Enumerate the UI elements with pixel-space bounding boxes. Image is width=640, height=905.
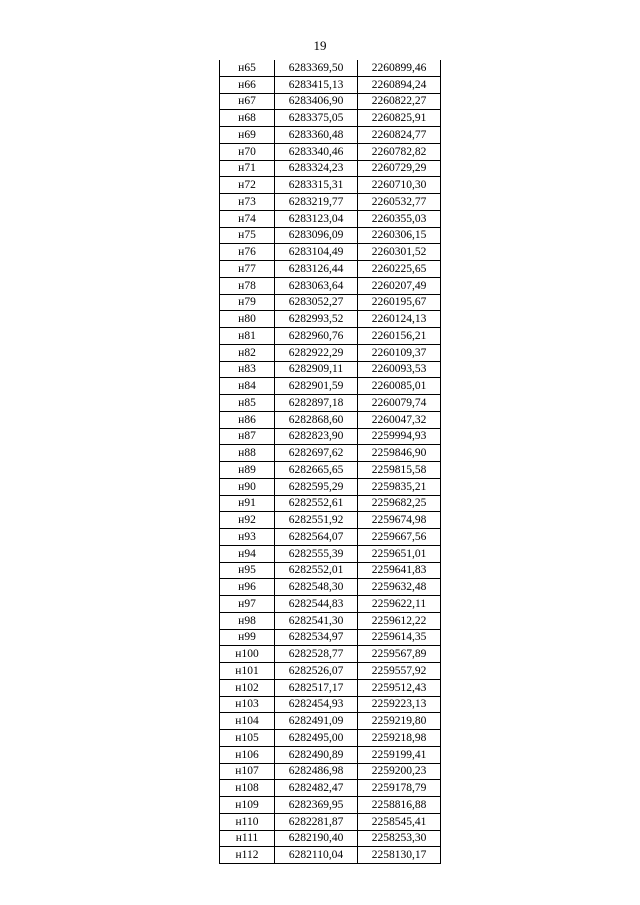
table-row	[220, 495, 441, 512]
table-row	[220, 830, 441, 847]
y-coordinate-cell: 2259223,13	[358, 696, 441, 713]
table-row	[220, 529, 441, 546]
y-coordinate-cell: 2260306,15	[358, 227, 441, 244]
table-row	[220, 780, 441, 797]
point-id-cell: н79	[220, 294, 275, 311]
point-id-cell: н95	[220, 562, 275, 579]
point-id-cell: н111	[220, 830, 275, 847]
x-coordinate-cell: 6283415,13	[275, 76, 358, 93]
y-coordinate-cell: 2259557,92	[358, 663, 441, 680]
x-coordinate-cell: 6283052,27	[275, 294, 358, 311]
point-id-cell: н70	[220, 143, 275, 160]
x-coordinate-cell: 6283315,31	[275, 177, 358, 194]
table-row	[220, 311, 441, 328]
x-coordinate-cell: 6282490,89	[275, 746, 358, 763]
point-id-cell: н76	[220, 244, 275, 261]
table-row	[220, 813, 441, 830]
point-id-cell: н67	[220, 93, 275, 110]
y-coordinate-cell: 2259994,93	[358, 428, 441, 445]
x-coordinate-cell: 6282897,18	[275, 395, 358, 412]
point-id-cell: н99	[220, 629, 275, 646]
y-coordinate-cell: 2260824,77	[358, 127, 441, 144]
table-row	[220, 361, 441, 378]
point-id-cell: н108	[220, 780, 275, 797]
point-id-cell: н106	[220, 746, 275, 763]
x-coordinate-cell: 6282190,40	[275, 830, 358, 847]
x-coordinate-cell: 6282697,62	[275, 445, 358, 462]
point-id-cell: н72	[220, 177, 275, 194]
table-row	[220, 847, 441, 864]
x-coordinate-cell: 6282922,29	[275, 344, 358, 361]
point-id-cell: н96	[220, 579, 275, 596]
y-coordinate-cell: 2260899,46	[358, 60, 441, 76]
y-coordinate-cell: 2259846,90	[358, 445, 441, 462]
table-row	[220, 210, 441, 227]
x-coordinate-cell: 6282595,29	[275, 478, 358, 495]
point-id-cell: н110	[220, 813, 275, 830]
x-coordinate-cell: 6282528,77	[275, 646, 358, 663]
x-coordinate-cell: 6282552,61	[275, 495, 358, 512]
table-row	[220, 76, 441, 93]
point-id-cell: н71	[220, 160, 275, 177]
point-id-cell: н98	[220, 612, 275, 629]
table-row	[220, 143, 441, 160]
table-row	[220, 646, 441, 663]
coordinates-table	[219, 60, 441, 864]
point-id-cell: н75	[220, 227, 275, 244]
y-coordinate-cell: 2260093,53	[358, 361, 441, 378]
x-coordinate-cell: 6282551,92	[275, 512, 358, 529]
y-coordinate-cell: 2260301,52	[358, 244, 441, 261]
x-coordinate-cell: 6282993,52	[275, 311, 358, 328]
table-row	[220, 763, 441, 780]
y-coordinate-cell: 2258545,41	[358, 813, 441, 830]
x-coordinate-cell: 6283123,04	[275, 210, 358, 227]
y-coordinate-cell: 2259674,98	[358, 512, 441, 529]
point-id-cell: н82	[220, 344, 275, 361]
x-coordinate-cell: 6282110,04	[275, 847, 358, 864]
y-coordinate-cell: 2259682,25	[358, 495, 441, 512]
y-coordinate-cell: 2260782,82	[358, 143, 441, 160]
point-id-cell: н105	[220, 730, 275, 747]
point-id-cell: н86	[220, 411, 275, 428]
point-id-cell: н66	[220, 76, 275, 93]
point-id-cell: н68	[220, 110, 275, 127]
table-row	[220, 596, 441, 613]
x-coordinate-cell: 6282868,60	[275, 411, 358, 428]
table-row	[220, 562, 441, 579]
point-id-cell: н83	[220, 361, 275, 378]
x-coordinate-cell: 6282548,30	[275, 579, 358, 596]
y-coordinate-cell: 2259612,22	[358, 612, 441, 629]
table-row	[220, 395, 441, 412]
x-coordinate-cell: 6283369,50	[275, 60, 358, 76]
x-coordinate-cell: 6282823,90	[275, 428, 358, 445]
point-id-cell: н97	[220, 596, 275, 613]
point-id-cell: н112	[220, 847, 275, 864]
y-coordinate-cell: 2259632,48	[358, 579, 441, 596]
point-id-cell: н91	[220, 495, 275, 512]
x-coordinate-cell: 6282482,47	[275, 780, 358, 797]
y-coordinate-cell: 2260710,30	[358, 177, 441, 194]
x-coordinate-cell: 6282541,30	[275, 612, 358, 629]
table-row	[220, 244, 441, 261]
table-row	[220, 629, 441, 646]
y-coordinate-cell: 2259219,80	[358, 713, 441, 730]
y-coordinate-cell: 2260355,03	[358, 210, 441, 227]
y-coordinate-cell: 2260047,32	[358, 411, 441, 428]
x-coordinate-cell: 6282486,98	[275, 763, 358, 780]
table-row	[220, 378, 441, 395]
point-id-cell: н74	[220, 210, 275, 227]
y-coordinate-cell: 2259641,83	[358, 562, 441, 579]
x-coordinate-cell: 6283324,23	[275, 160, 358, 177]
y-coordinate-cell: 2260532,77	[358, 194, 441, 211]
x-coordinate-cell: 6283360,48	[275, 127, 358, 144]
table-row	[220, 445, 441, 462]
point-id-cell: н103	[220, 696, 275, 713]
table-row	[220, 177, 441, 194]
y-coordinate-cell: 2259512,43	[358, 679, 441, 696]
y-coordinate-cell: 2260085,01	[358, 378, 441, 395]
table-row	[220, 294, 441, 311]
y-coordinate-cell: 2259815,58	[358, 462, 441, 479]
y-coordinate-cell: 2259622,11	[358, 596, 441, 613]
point-id-cell: н104	[220, 713, 275, 730]
table-row	[220, 512, 441, 529]
table-row	[220, 160, 441, 177]
x-coordinate-cell: 6283375,05	[275, 110, 358, 127]
table-row	[220, 663, 441, 680]
point-id-cell: н92	[220, 512, 275, 529]
table-row	[220, 545, 441, 562]
page-number: 19	[313, 38, 327, 53]
table-row	[220, 277, 441, 294]
point-id-cell: н100	[220, 646, 275, 663]
table-row	[220, 462, 441, 479]
y-coordinate-cell: 2258816,88	[358, 797, 441, 814]
y-coordinate-cell: 2258253,30	[358, 830, 441, 847]
x-coordinate-cell: 6282564,07	[275, 529, 358, 546]
y-coordinate-cell: 2259614,35	[358, 629, 441, 646]
x-coordinate-cell: 6282517,17	[275, 679, 358, 696]
point-id-cell: н84	[220, 378, 275, 395]
point-id-cell: н87	[220, 428, 275, 445]
x-coordinate-cell: 6282901,59	[275, 378, 358, 395]
x-coordinate-cell: 6282534,97	[275, 629, 358, 646]
table-row	[220, 328, 441, 345]
y-coordinate-cell: 2260894,24	[358, 76, 441, 93]
y-coordinate-cell: 2260822,27	[358, 93, 441, 110]
table-row	[220, 612, 441, 629]
x-coordinate-cell: 6282552,01	[275, 562, 358, 579]
table-row	[220, 746, 441, 763]
point-id-cell: н101	[220, 663, 275, 680]
y-coordinate-cell: 2260225,65	[358, 261, 441, 278]
table-row	[220, 194, 441, 211]
point-id-cell: н94	[220, 545, 275, 562]
y-coordinate-cell: 2259835,21	[358, 478, 441, 495]
point-id-cell: н73	[220, 194, 275, 211]
table-row	[220, 93, 441, 110]
x-coordinate-cell: 6282555,39	[275, 545, 358, 562]
x-coordinate-cell: 6283096,09	[275, 227, 358, 244]
x-coordinate-cell: 6283063,64	[275, 277, 358, 294]
table-row	[220, 730, 441, 747]
table-row	[220, 797, 441, 814]
y-coordinate-cell: 2259178,79	[358, 780, 441, 797]
point-id-cell: н85	[220, 395, 275, 412]
x-coordinate-cell: 6283126,44	[275, 261, 358, 278]
x-coordinate-cell: 6283406,90	[275, 93, 358, 110]
point-id-cell: н89	[220, 462, 275, 479]
point-id-cell: н69	[220, 127, 275, 144]
y-coordinate-cell: 2259567,89	[358, 646, 441, 663]
point-id-cell: н77	[220, 261, 275, 278]
y-coordinate-cell: 2260109,37	[358, 344, 441, 361]
table-row	[220, 127, 441, 144]
y-coordinate-cell: 2260079,74	[358, 395, 441, 412]
y-coordinate-cell: 2260729,29	[358, 160, 441, 177]
x-coordinate-cell: 6282495,00	[275, 730, 358, 747]
y-coordinate-cell: 2259667,56	[358, 529, 441, 546]
y-coordinate-cell: 2259200,23	[358, 763, 441, 780]
y-coordinate-cell: 2260195,67	[358, 294, 441, 311]
x-coordinate-cell: 6283340,46	[275, 143, 358, 160]
y-coordinate-cell: 2259651,01	[358, 545, 441, 562]
x-coordinate-cell: 6282544,83	[275, 596, 358, 613]
point-id-cell: н78	[220, 277, 275, 294]
coordinates-table-body	[220, 60, 441, 864]
point-id-cell: н102	[220, 679, 275, 696]
x-coordinate-cell: 6283104,49	[275, 244, 358, 261]
y-coordinate-cell: 2260207,49	[358, 277, 441, 294]
table-row	[220, 679, 441, 696]
y-coordinate-cell: 2259218,98	[358, 730, 441, 747]
point-id-cell: н65	[220, 60, 275, 76]
point-id-cell: н88	[220, 445, 275, 462]
y-coordinate-cell: 2260825,91	[358, 110, 441, 127]
table-row	[220, 110, 441, 127]
point-id-cell: н109	[220, 797, 275, 814]
x-coordinate-cell: 6282491,09	[275, 713, 358, 730]
y-coordinate-cell: 2259199,41	[358, 746, 441, 763]
y-coordinate-cell: 2260156,21	[358, 328, 441, 345]
x-coordinate-cell: 6282665,65	[275, 462, 358, 479]
table-row	[220, 60, 441, 76]
table-row	[220, 411, 441, 428]
table-row	[220, 478, 441, 495]
table-row	[220, 428, 441, 445]
x-coordinate-cell: 6282369,95	[275, 797, 358, 814]
point-id-cell: н90	[220, 478, 275, 495]
table-row	[220, 696, 441, 713]
table-row	[220, 344, 441, 361]
y-coordinate-cell: 2258130,17	[358, 847, 441, 864]
point-id-cell: н81	[220, 328, 275, 345]
table-row	[220, 713, 441, 730]
x-coordinate-cell: 6282526,07	[275, 663, 358, 680]
table-row	[220, 579, 441, 596]
y-coordinate-cell: 2260124,13	[358, 311, 441, 328]
table-row	[220, 227, 441, 244]
x-coordinate-cell: 6282454,93	[275, 696, 358, 713]
x-coordinate-cell: 6283219,77	[275, 194, 358, 211]
point-id-cell: н80	[220, 311, 275, 328]
table-row	[220, 261, 441, 278]
x-coordinate-cell: 6282909,11	[275, 361, 358, 378]
point-id-cell: н93	[220, 529, 275, 546]
x-coordinate-cell: 6282281,87	[275, 813, 358, 830]
x-coordinate-cell: 6282960,76	[275, 328, 358, 345]
point-id-cell: н107	[220, 763, 275, 780]
